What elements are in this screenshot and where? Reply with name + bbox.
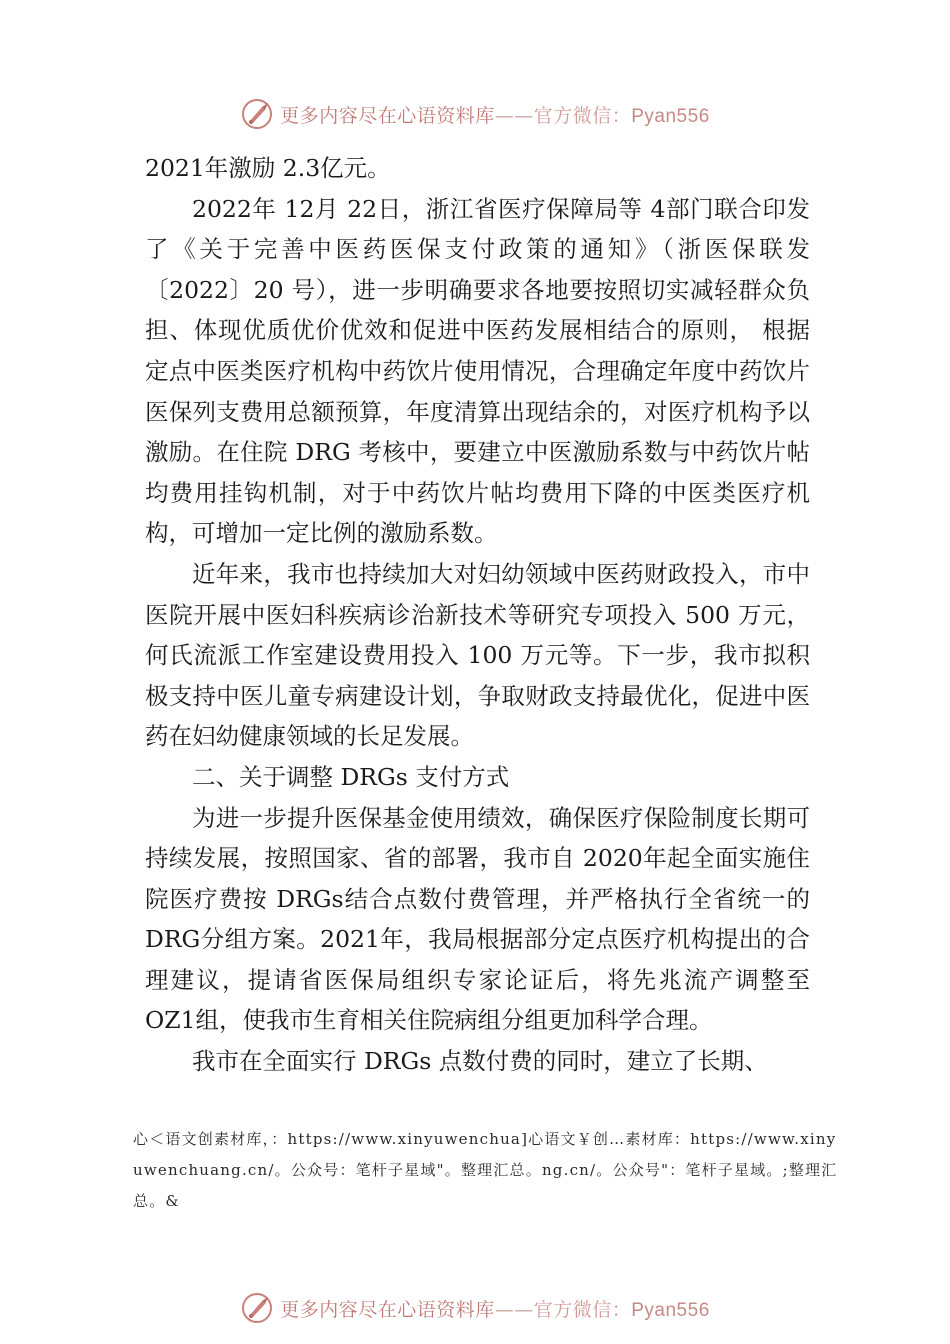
quill-logo-icon [240, 97, 274, 131]
banner-dash: —— [494, 1298, 534, 1321]
banner-text [280, 101, 710, 128]
paragraph-2: 2022年 12月 22日，浙江省医疗保障局等 4部门联合印发了《关于完善中医药医保支付政策的通知》（浙医保联发〔2022〕20 号），进一步明确要求各地要按照切实减轻群众负担、体现优质优价优效和促进中医药发展相结合的原则， 根据定点中医类医疗机构中药饮片使用情况，合理确定年度中药饮片医保列支费用总额预算，年度清算出现结余的，对医疗机构予以激励。在住院 DRG 考核中，要建立中医激励系数与中药饮片帖均费用挂钩机制，对于中药饮片帖均费用下降的中医类医疗机构，可增加一定比例的激励系数。 [145, 194, 810, 548]
footer-watermark-note: 心＜语文创素材库，：https://www.xinyuwenchua]心语文￥创…素材库：https://www.xinyuwenchuang.cn/。公众号：笔杆子星域"。整理汇总。ng.cn/。公众号"：笔杆子星域。;整理汇总。& [133, 1130, 838, 1210]
paragraph-1: 2021年激励 2.3亿元。 [145, 154, 391, 182]
banner-text [280, 1295, 710, 1322]
paragraph-5: 我市在全面实行 DRGs 点数付费的同时，建立了长期、 [192, 1047, 768, 1076]
header-banner [0, 94, 950, 134]
banner-wechat-id: Pyan556 [631, 1299, 710, 1321]
banner-wechat-label: 官方微信： [533, 1298, 632, 1321]
banner-wechat-id: Pyan556 [631, 105, 710, 127]
paragraph-3: 近年来，我市也持续加大对妇幼领域中医药财政投入，市中医院开展中医妇科疾病诊治新技术等研究专项投入 500 万元，何氏流派工作室建设费用投入 100 万元等。下一步，我市拟积极支持中医儿童专病建设计划，争取财政支持最优化，促进中医药在妇幼健康领域的长足发展。 [145, 559, 810, 751]
section-heading: 二、关于调整 DRGs 支付方式 [192, 762, 510, 791]
banner-wechat-label: 官方微信： [533, 104, 632, 127]
document-body [145, 148, 810, 1082]
banner-site-text: 更多内容尽在心语资料库 [280, 1298, 495, 1321]
paragraph-4: 为进一步提升医保基金使用绩效，确保医疗保险制度长期可持续发展，按照国家、省的部署，我市自 2020年起全面实施住院医疗费按 DRGs结合点数付费管理，并严格执行全省统一的 DRG分组方案。2021年，我局根据部分定点医疗机构提出的合理建议，提请省医保局组织专家论证后，将先兆流产调整至 OZ1组，使我市生育相关住院病组分组更加科学合理。 [145, 803, 810, 1035]
banner-site-text: 更多内容尽在心语资料库 [280, 104, 495, 127]
footer-banner [0, 1288, 950, 1328]
banner-dash: —— [494, 104, 534, 127]
quill-logo-icon [240, 1291, 274, 1325]
